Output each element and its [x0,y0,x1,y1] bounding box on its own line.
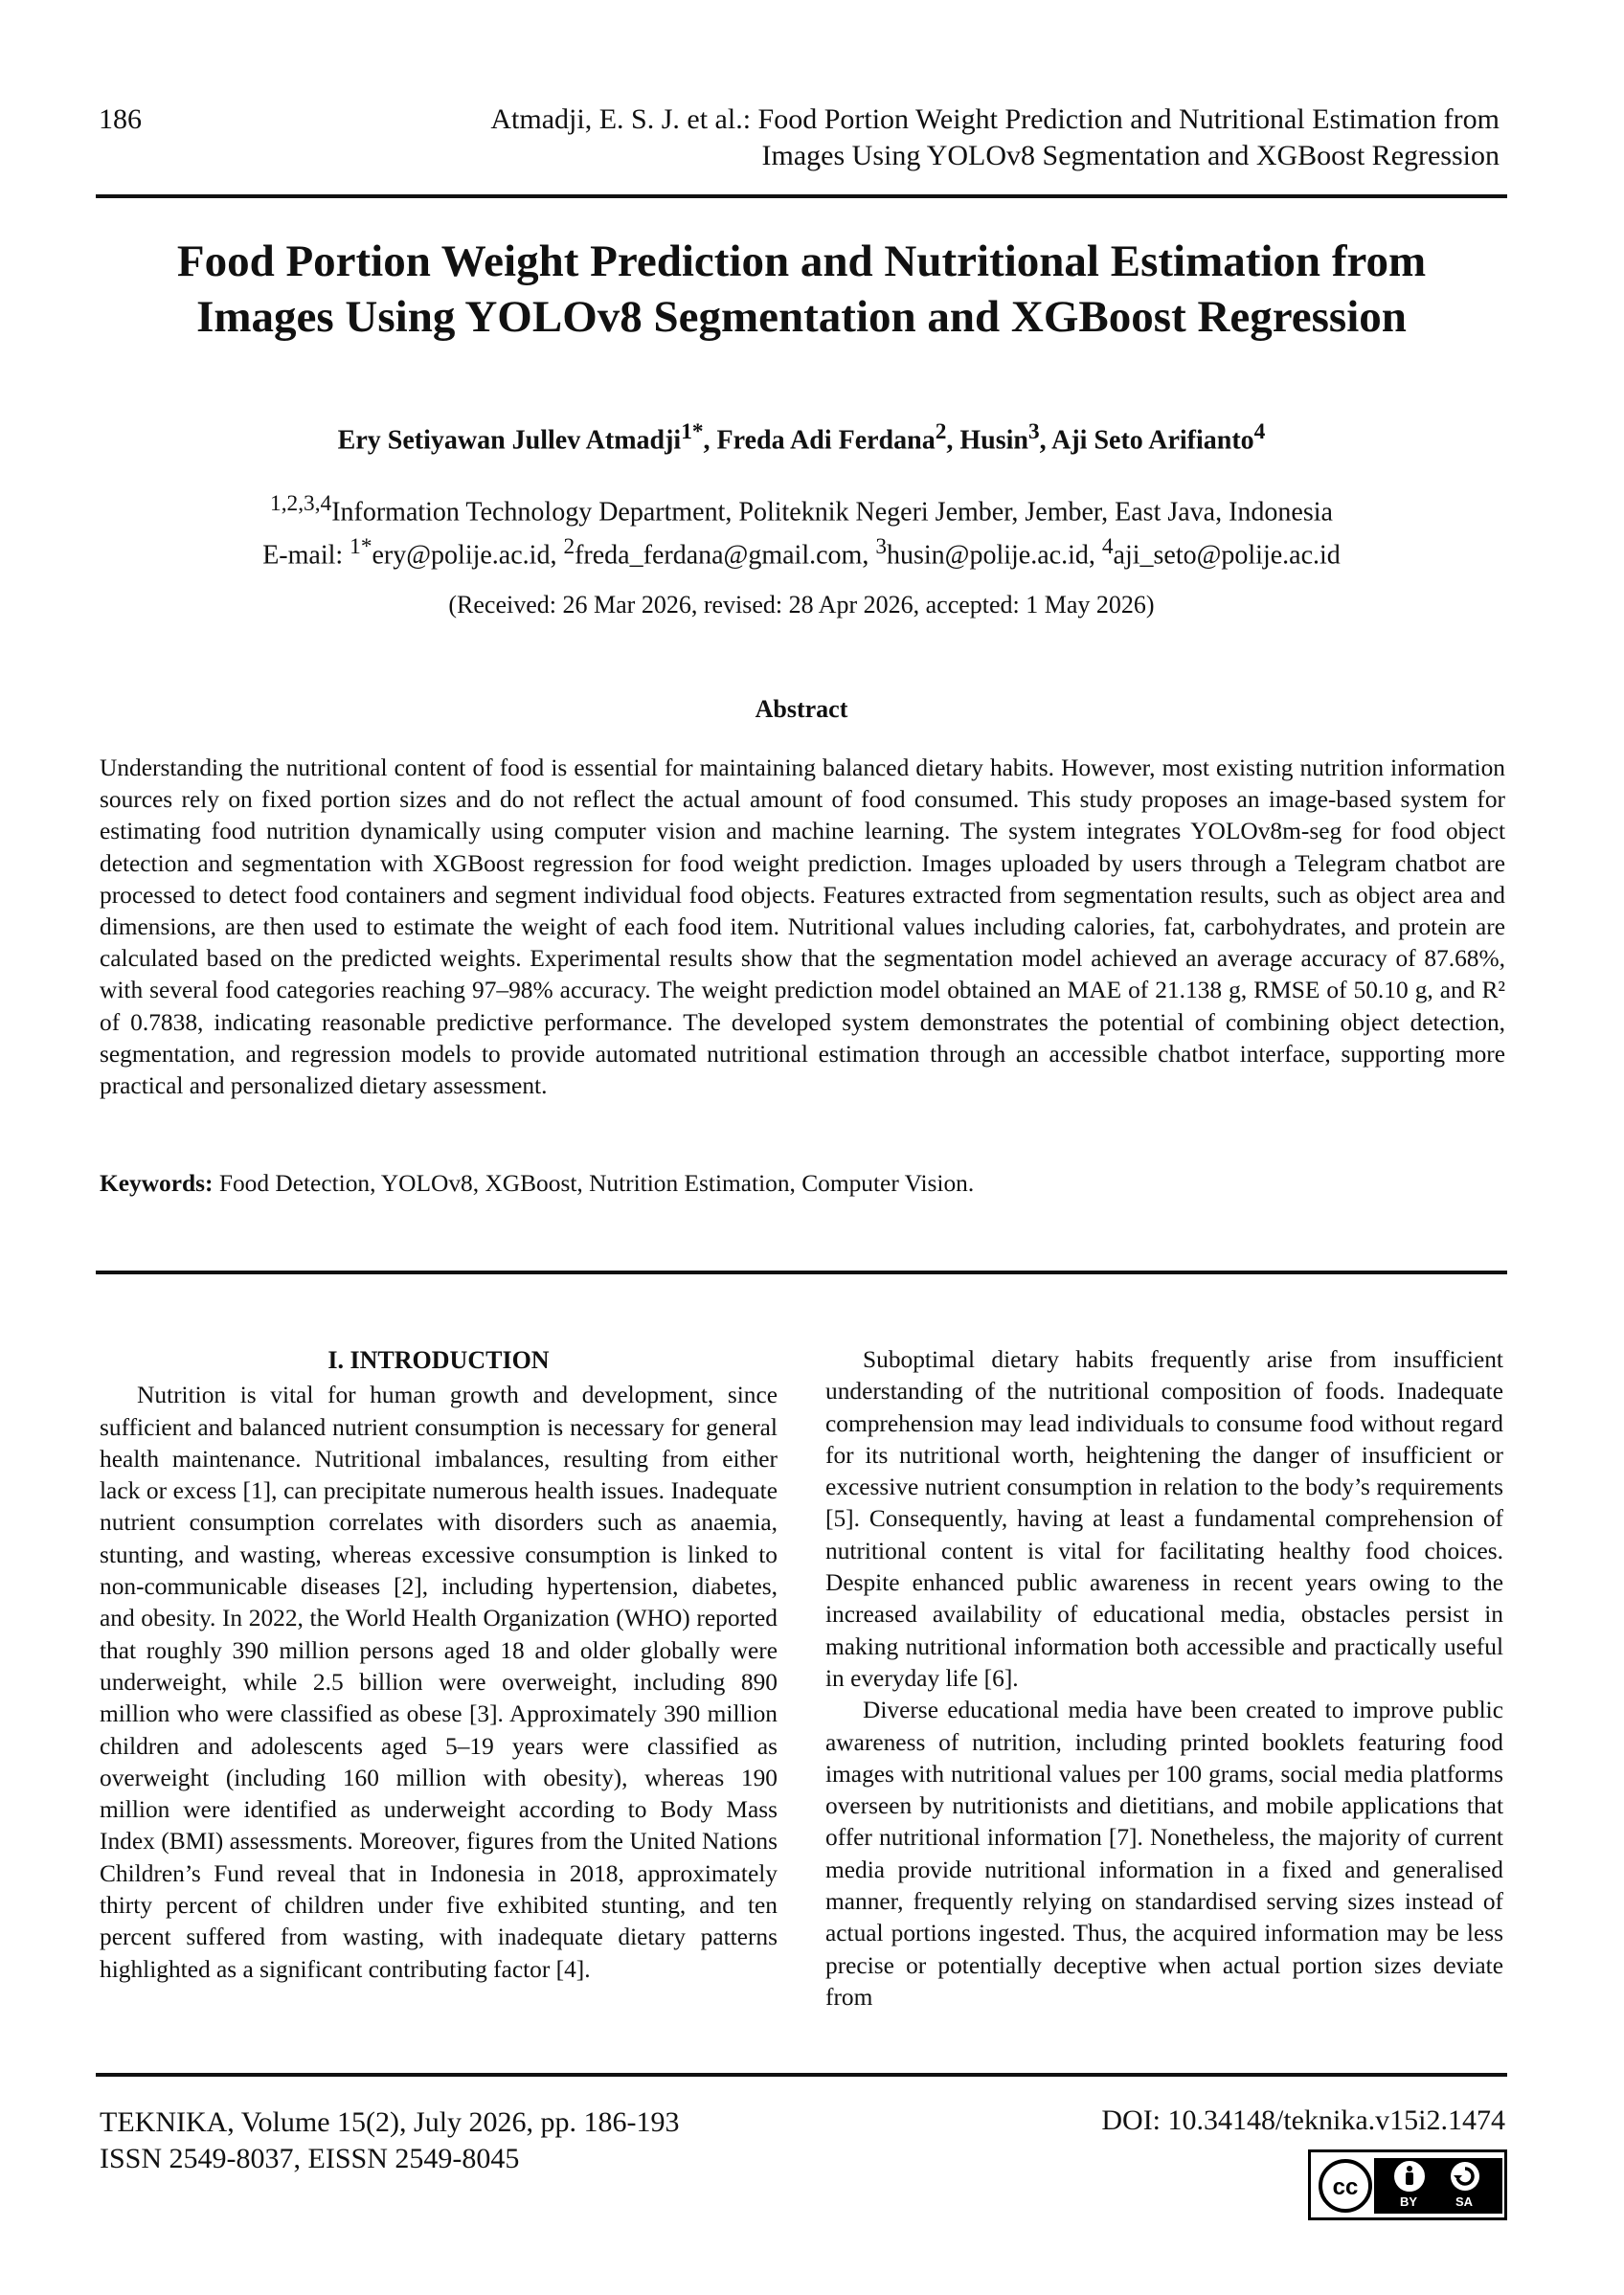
affiliation-block [96,486,1507,574]
author-separator: , [703,425,717,456]
email-address[interactable]: husin@polije.ac.id [886,540,1089,571]
affiliation-sup: 1,2,3,4 [270,491,332,516]
section-heading: I. INTRODUCTION [327,1346,550,1374]
author-separator: , [1039,425,1052,456]
email-address[interactable]: aji_seto@polije.ac.id [1113,540,1341,571]
email-address[interactable]: freda_ferdana@gmail.com [575,540,863,571]
author-name: Husin [959,425,1028,456]
author-affiliation-mark: 3 [1027,419,1040,444]
email-label: E-mail: [262,540,350,571]
author-list [96,419,1507,456]
paper-title-line2: Images Using YOLOv8 Segmentation and XGBoost Regression [196,292,1407,342]
footer-rule [96,2073,1507,2077]
license-by-label: BY [1400,2194,1418,2209]
email-mark: 2 [563,534,575,560]
email-separator: , [1088,540,1102,571]
doi: DOI: 10.34148/teknika.v15i2.1474 [1101,2104,1505,2136]
body-paragraph: Suboptimal dietary habits frequently arise from insufficient understanding of the nutritional composition of foods. Inadequate comprehension may lead individuals to consume food without regard for its nutritional worth, heightening the danger of insufficient or excessive nutrient consumption in relation to the body’s requirements [5]. Consequently, having at least a fundamental comprehension of nutritional content is vital for facilitating healthy food choices. Despite enhanced public awareness in recent years owing to the increased availability of educational media, obstacles persist in making nutritional information both accessible and practically useful in everyday life [6]. [825,1346,1503,1692]
author-name: Aji Seto Arifianto [1051,425,1254,456]
email-mark: 3 [875,534,887,560]
page-number: 186 [99,103,142,135]
email-separator: , [862,540,876,571]
cc-by-sa-license-badge [1308,2149,1507,2220]
email-line [96,529,1507,573]
body-paragraph: Nutrition is vital for human growth and development, since sufficient and balanced nutrient consumption is necessary for general health maintenance. Nutritional imbalances, resulting from either lack or excess [1], can precipitate numerous health issues. Inadequate nutrient consumption correlates with disorders such as anaemia, stunting, and wasting, whereas excessive consumption is linked to non-communicable diseases [2], including hypertension, diabetes, and obesity. In 2022, the World Health Organization (WHO) reported that roughly 390 million persons aged 18 and older globally were underweight, while 2.5 billion were overweight, including 890 million who were classified as obese [3]. Approximately 390 million children and adolescents aged 5–19 years were classified as overweight (including 160 million with obesity), whereas 190 million were identified as underweight according to Body Mass Index (BMI) assessments. Moreover, figures from the United Nations Children’s Fund reveal that in Indonesia in 2018, approximately thirty percent of children under five exhibited stunting, and ten percent suffered from wasting, with inadequate dietary patterns highlighted as a significant contributing factor [4]. [100,1382,778,1983]
paper-title [96,234,1507,345]
keywords-label: Keywords: [100,1170,214,1197]
author-separator: , [946,425,960,456]
svg-text:cc: cc [1332,2174,1359,2200]
author-name: Freda Adi Ferdana [716,425,936,456]
affiliation [96,486,1507,529]
share-alike-icon [1449,2160,1481,2193]
author-name: Ery Setiyawan Jullev Atmadji [337,425,682,456]
running-header-line1: Atmadji, E. S. J. et al.: Food Portion Weight Prediction and Nutritional Estimation from [490,103,1500,135]
body-column-left [100,1344,778,1986]
creative-commons-icon [1319,2159,1372,2213]
keywords-text: Food Detection, YOLOv8, XGBoost, Nutrition Estimation, Computer Vision. [213,1170,975,1197]
body-paragraph: Diverse educational media have been created to improve public awareness of nutrition, including printed booklets featuring food images with nutritional values per 100 grams, social media platforms overseen by nutritionists and dietitians, and mobile applications that offer nutritional information [7]. Nonetheless, the majority of current media provide nutritional information in a fixed and generalised manner, frequently relying on standardised serving sizes instead of actual portions ingested. Thus, the acquired information may be less precise or potentially deceptive when actual portion sizes deviate from [825,1697,1503,2011]
journal-info [100,2104,680,2177]
received-dates: (Received: 26 Mar 2026, revised: 28 Apr 2026, accepted: 1 May 2026) [448,591,1155,619]
attribution-icon [1393,2160,1426,2193]
email-mark: 4 [1101,534,1114,560]
header-rule [96,194,1507,198]
license-sa-label: SA [1455,2194,1474,2209]
abstract-rule [96,1271,1507,1274]
author-affiliation-mark: 2 [935,419,947,444]
author-affiliation-mark: 4 [1253,419,1266,444]
body-column-right [825,1344,1503,2014]
author-affiliation-mark: 1* [681,419,704,444]
email-mark: 1* [350,534,372,560]
running-header-line2: Images Using YOLOv8 Segmentation and XGBoost Regression [761,140,1500,171]
journal-issn: ISSN 2549-8037, EISSN 2549-8045 [100,2143,520,2174]
affiliation-text: Information Technology Department, Politeknik Negeri Jember, Jember, East Java, Indonesia [331,497,1333,528]
abstract-text: Understanding the nutritional content of food is essential for maintaining balanced dietary habits. However, most existing nutrition information sources rely on fixed portion sizes and do not reflect the actual amount of food consumed. This study proposes an image-based system for estimating food nutrition dynamically using computer vision and machine learning. The system integrates YOLOv8m-seg for food object detection and segmentation with XGBoost regression for food weight prediction. Images uploaded by users through a Telegram chatbot are processed to detect food containers and segment individual food objects. Features extracted from segmentation results, such as object area and dimensions, are then used to estimate the weight of each food item. Nutritional values including calories, fat, carbohydrates, and protein are calculated based on the predicted weights. Experimental results show that the segmentation model achieved an average accuracy of 87.68%, with several food categories reaching 97–98% accuracy. The weight prediction model obtained an MAE of 21.138 g, RMSE of 50.10 g, and R² of 0.7838, indicating reasonable predictive performance. The developed system demonstrates the potential of combining object detection, segmentation, and regression models to provide automated nutritional estimation through an accessible chatbot interface, supporting more practical and personalized dietary assessment. [100,754,1505,1100]
license-bar [1374,2158,1502,2214]
email-separator: , [550,540,564,571]
running-header [287,101,1500,174]
keywords [100,1170,1505,1198]
abstract-heading: Abstract [755,695,848,723]
paper-title-line1: Food Portion Weight Prediction and Nutritional Estimation from [176,236,1427,286]
journal-volume: TEKNIKA, Volume 15(2), July 2026, pp. 186-193 [100,2106,680,2138]
email-address[interactable]: ery@polije.ac.id [372,540,551,571]
